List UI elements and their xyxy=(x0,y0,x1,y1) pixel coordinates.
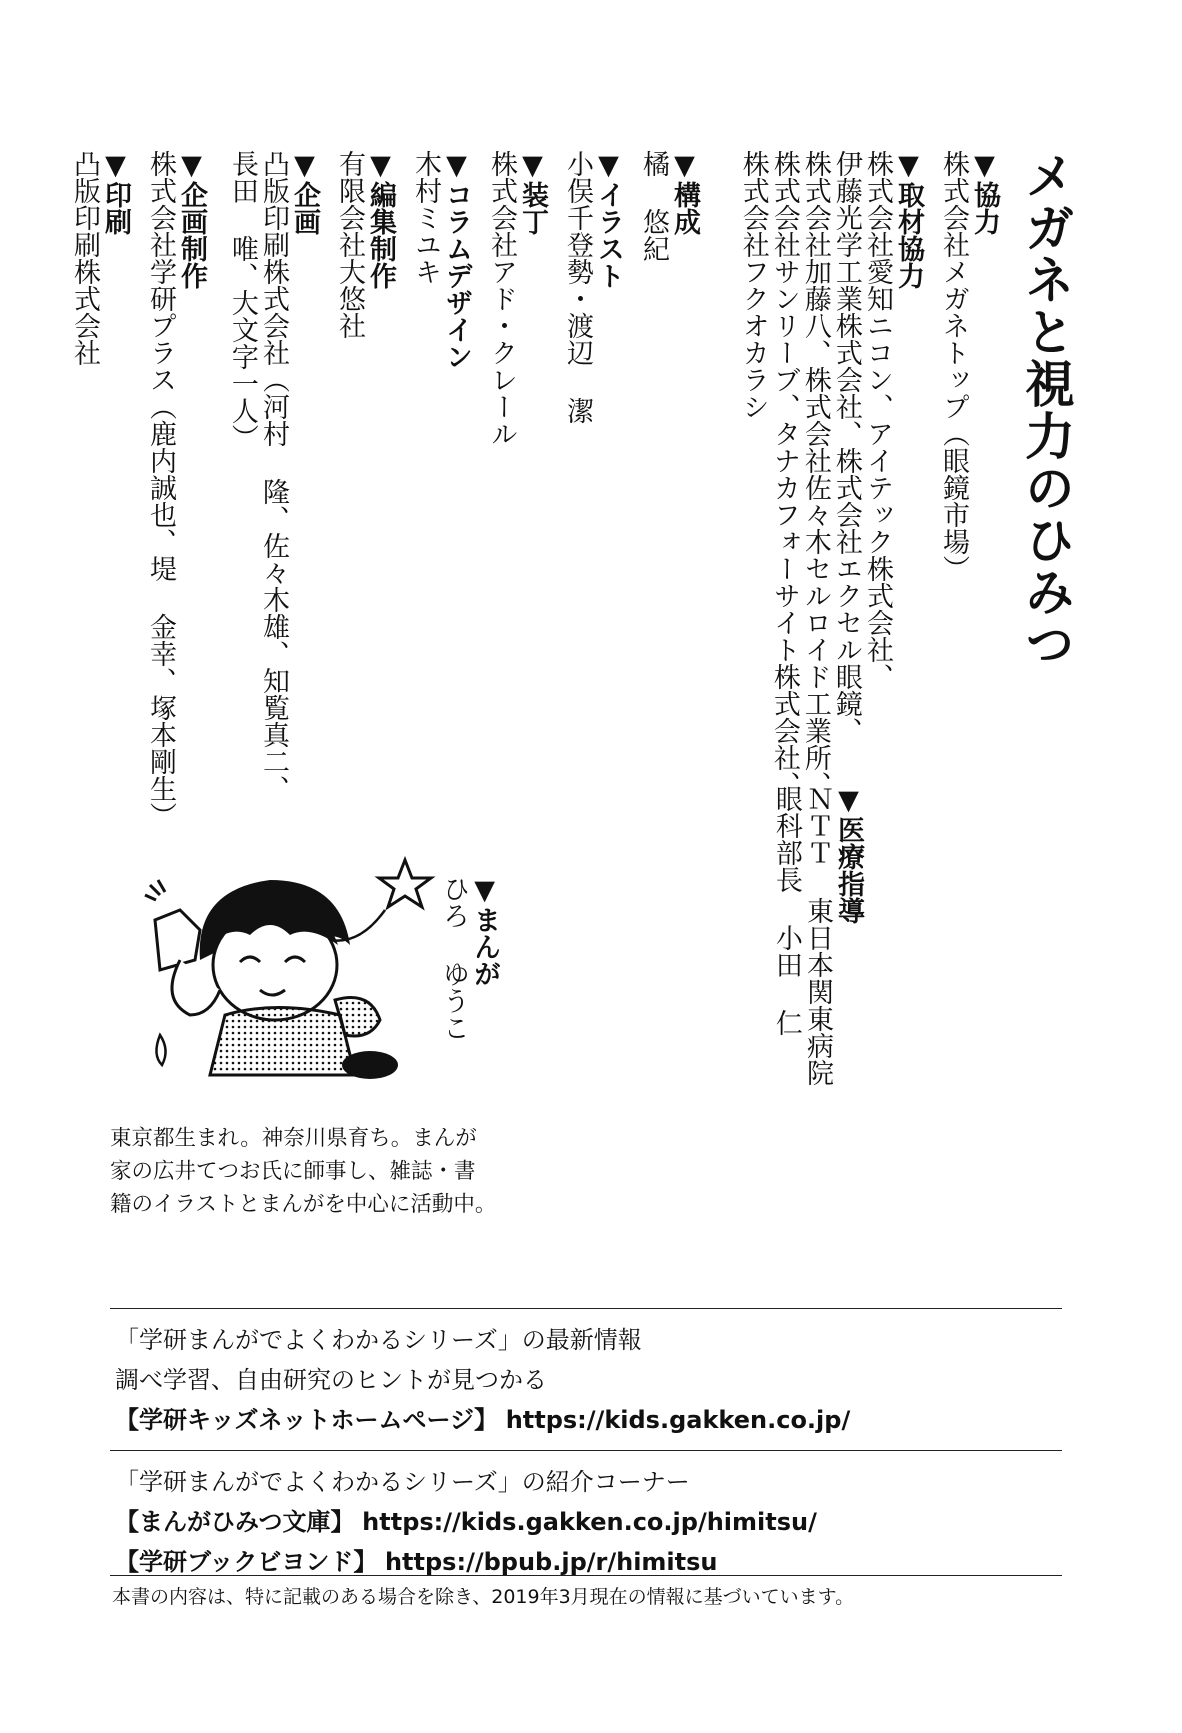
book-title: メガネと視力のひみつ xyxy=(1017,150,1075,670)
credit-line: 長田 唯、大文字一人） xyxy=(226,150,258,451)
research-hint-text: 調べ学習、自由研究のヒントが見つかる xyxy=(115,1366,547,1394)
credit-block xyxy=(938,150,1000,582)
credit-heading: ▼構成 xyxy=(669,150,700,235)
divider-bottom xyxy=(110,1575,1062,1576)
medical-line-2: 眼科部長 小田 仁 xyxy=(770,785,802,1036)
kids-net-label: 【学研キッズネットホームページ】 xyxy=(115,1406,499,1434)
credit-line: 小俣千登勢・渡辺 潔 xyxy=(561,150,593,424)
credit-heading: ▼協力 xyxy=(969,150,1000,235)
series-intro-corner: 「学研まんがでよくわかるシリーズ」の紹介コーナー xyxy=(115,1468,690,1496)
bio-line-3: 籍のイラストとまんがを中心に活動中。 xyxy=(110,1192,497,1217)
artist-cartoon-illustration xyxy=(140,850,480,1090)
credit-block xyxy=(562,150,624,424)
divider-middle xyxy=(110,1450,1062,1451)
series-latest-info: 「学研まんがでよくわかるシリーズ」の最新情報 xyxy=(115,1326,642,1354)
credit-heading: ▼イラスト xyxy=(593,150,624,289)
credit-line: 木村ミユキ xyxy=(409,150,441,285)
credit-line: 株式会社アド・クレール xyxy=(485,150,517,447)
credit-line: 凸版印刷株式会社（河村 隆、佐々木雄、知覧真二、 xyxy=(257,150,289,802)
medical-credit xyxy=(771,785,864,1086)
credit-block xyxy=(145,150,207,829)
credit-heading: ▼企画 xyxy=(289,150,320,235)
credit-heading: ▼コラムデザイン xyxy=(441,150,472,370)
medical-line-1: ＮＴＴ 東日本関東病院 xyxy=(801,785,833,1086)
credit-line: 橘 悠紀 xyxy=(637,150,669,262)
credit-block xyxy=(738,150,924,798)
credit-block xyxy=(638,150,700,262)
himitsu-bunko-link-line[interactable] xyxy=(115,1502,817,1537)
credit-block xyxy=(227,150,320,802)
credit-block xyxy=(69,150,131,366)
himitsu-bunko-url[interactable]: https://kids.gakken.co.jp/himitsu/ xyxy=(362,1508,817,1536)
medical-heading: ▼医療指導 xyxy=(833,785,864,924)
credit-line: 株式会社フクオカラシ xyxy=(737,150,769,420)
credit-line: 伊藤光学工業株式会社、株式会社エクセル眼鏡、 xyxy=(830,150,862,744)
himitsu-bunko-label: 【まんがひみつ文庫】 xyxy=(115,1508,355,1536)
kids-net-url[interactable]: https://kids.gakken.co.jp/ xyxy=(505,1406,851,1434)
credit-line: 株式会社加藤八、株式会社佐々木セルロイド工業所、 xyxy=(799,150,831,798)
credit-line: 株式会社サンリーブ、タナカフォーサイト株式会社、 xyxy=(768,150,800,798)
book-beyond-url[interactable]: https://bpub.jp/r/himitsu xyxy=(384,1548,718,1576)
credit-heading: ▼企画制作 xyxy=(176,150,207,289)
credit-heading: ▼印刷 xyxy=(100,150,131,235)
credit-block xyxy=(486,150,548,447)
credit-line: 株式会社学研プラス（鹿内誠也、堤 金幸、塚本剛生） xyxy=(144,150,176,829)
book-beyond-label: 【学研ブックビヨンド】 xyxy=(115,1548,378,1576)
manga-heading: ▼まんが xyxy=(469,875,501,987)
artist-bio xyxy=(110,1122,520,1221)
credit-line: 株式会社メガネトップ（眼鏡市場） xyxy=(937,150,969,582)
credit-heading: ▼編集制作 xyxy=(365,150,396,289)
credit-block xyxy=(334,150,396,339)
credit-line: 株式会社愛知ニコン、アイテック株式会社、 xyxy=(861,150,893,690)
credit-block xyxy=(410,150,472,370)
divider-top xyxy=(110,1308,1062,1309)
credit-line: 有限会社大悠社 xyxy=(333,150,365,339)
kids-net-link-line[interactable] xyxy=(115,1400,850,1435)
bio-line-1: 東京都生まれ。神奈川県育ち。まんが xyxy=(110,1126,477,1151)
book-beyond-link-line[interactable] xyxy=(115,1542,718,1577)
credit-heading: ▼取材協力 xyxy=(893,150,924,289)
manga-artist: ひろ ゆうこ xyxy=(438,875,470,1041)
content-date-footnote: 本書の内容は、特に記載のある場合を除き、2019年3月現在の情報に基づいています。 xyxy=(112,1586,855,1608)
credit-heading: ▼装丁 xyxy=(517,150,548,235)
bio-line-2: 家の広井てつお氏に師事し、雑誌・書 xyxy=(110,1159,476,1184)
credit-line: 凸版印刷株式会社 xyxy=(68,150,100,366)
